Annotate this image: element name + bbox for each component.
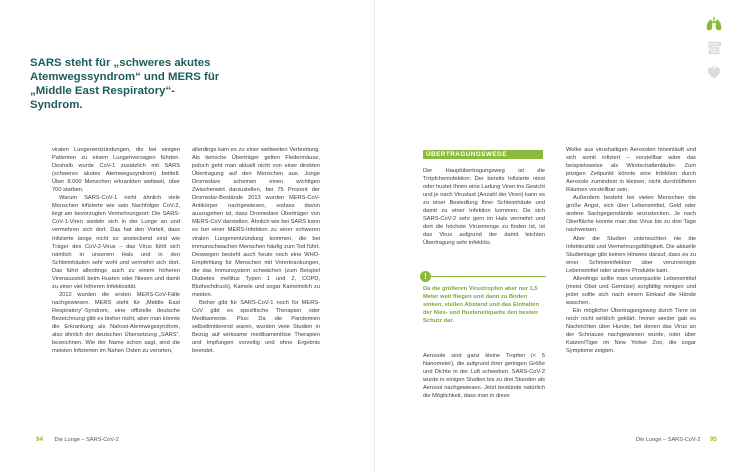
running-title: Die Lunge – SARS-CoV-2 bbox=[636, 437, 701, 443]
paragraph: Wolke aus virushaltigen Aerosolen hineinläuft und sich somit infiziert – vorstellbar wäre das beispielsweise als Windschattenläufer. Zum jetzigen Zeitpunkt könnte eine Infektion durch Aerosole zumindest in kleinen, nicht durchlüfteten Räumen vorstellbar sein. bbox=[566, 147, 696, 194]
heart-icon bbox=[705, 64, 723, 80]
exclamation-icon: ! bbox=[420, 271, 431, 282]
page-number: 94 bbox=[36, 436, 43, 443]
left-column-1 bbox=[52, 146, 180, 355]
paragraph: viralen Lungenentzündungen, die bei einigen Patienten zu einem Lungenversagen führten. Deshalb wurde CoV-1 zusätzlich mit SARS (schweres akutes Atemwegssyndrom) betitelt. Über 8.000 Menschen erkrankten weltweit, über 700 starben. bbox=[52, 147, 180, 194]
right-column-1-top bbox=[423, 167, 545, 247]
right-column-2 bbox=[566, 146, 696, 355]
lungs-icon bbox=[705, 16, 723, 32]
left-column-2 bbox=[192, 146, 320, 355]
footer-right bbox=[636, 436, 717, 443]
paragraph: allerdings kam es zu einer weltweiten Verbreitung. Als tierische Überträger gelten Fledermäuse, jedoch geht man aktuell nicht von einer direkten Übertragung auf den Menschen aus. Junge Dromedare scheinen einen wichtigen Zwischenwirt darzustellen, bei 75 Prozent der Dromedar-Bestände 2013 wurden MERS-CoV-Antikörper nachgewiesen, sodass davon auszugehen ist, dass Dromedare Überträger von MERS-CoV darstellen. Ähnlich wie bei SARS kann es bei einer MERS-Infektion zu einer schweren viralen Lungenentzündung kommen, die bei immunschwachen Menschen häufig zum Tod führt. Deswegen besteht auch heute noch eine WHO-Empfehlung für Menschen mit Vorerkrankungen, die das Immunsystem schwächen (zum Beispiel Diabetes mellitus Typen 1 und 2, COPD, Bluthochdruck), Kamele und sogar Kamelmilch zu meiden. bbox=[192, 147, 320, 298]
pull-quote: SARS steht für „schweres akutes Atemwegssyndrom“ und MERS für „Middle East Respiratory“-Syndrom. bbox=[30, 57, 220, 111]
footer-left bbox=[36, 436, 119, 443]
section-heading: ÜBERTRAGUNGSWEGE bbox=[423, 150, 543, 159]
page-number: 95 bbox=[709, 436, 717, 443]
page-gutter bbox=[374, 0, 375, 474]
paragraph: 2012 wurden die ersten MERS-CoV-Fälle nachgewiesen. MERS steht für „Middle East Respiratory“-Syndrom, eine offizielle deutsche Bezeichnung gibt es bisher nicht, aber man könnte die Erkrankung als Nahost-Atemwegssyndrom, also ähnlich der deutschen Übersetzung „SARS“, bezeichnen. Wie der Name schon sagt, sind die meisten Infizierten im Nahen Osten zu verorten, bbox=[52, 291, 180, 355]
paragraph: Aerosole sind ganz kleine Tropfen (< 5 Nanometer), die aufgrund ihrer geringen Größe und Dichte in der Luft schweben. SARS-CoV-2 wurde in einigen Studien bis zu drei Stunden als Aerosol nachgewiesen. Jetzt bestünde natürlich die Möglichkeit, dass man in diese bbox=[423, 353, 545, 400]
paragraph: Warum SARS-CoV-1 nicht ähnlich viele Menschen infizierte wie sein Nachfolger CoV-2, liegt am bevorzugten Vermehrungsort: Die SARS-CoV-1-Viren siedeln sich in der Lunge an und vermehren sich dort. Das hat den Vorteil, dass Infizierte lange nicht so ansteckend sind wie Träger des CoV-2-Virus – das Virus fühlt sich nämlich in unserem Hals und in den Schleimhäuten sehr wohl und vermehrt sich dort. Das führt allerdings auch zu einem höheren Virenausstoß beim Husten oder Niesen und damit zu einer viel höheren Infektiosität. bbox=[52, 195, 180, 290]
intestine-icon bbox=[705, 40, 723, 56]
paragraph: Bisher gibt für SARS-CoV-1 noch für MERS-CoV gibt es spezifische Therapien oder Medikamente. Plus: Da die Pandemien selbstlimitierend waren, wurden viele Studien in Bezug auf wirksame medikamentöse Therapien und Impfungen vorzeitig und ohne Ergebnis beendet. bbox=[192, 299, 320, 355]
chapter-icons bbox=[705, 16, 729, 88]
callout-rule bbox=[431, 276, 546, 277]
right-column-1-bottom bbox=[423, 352, 545, 400]
paragraph: Allerdings sollte man unverpackte Lebensmittel (meist Obst und Gemüse) sorgfältig reinigen und jeder sollte sich nach einem Einkauf die Hände waschen. bbox=[566, 275, 696, 306]
running-title: Die Lunge – SARS-CoV-2 bbox=[54, 437, 119, 443]
paragraph: Der Hauptübertragungsweg ist die Tröpfcheninfektion: Der bereits Infizierte niest oder hustet Ihnen eine Ladung Viren ins Gesicht und je nach Viruslast (Anzahl der Viren) kann es zu einer Besiedlung Ihrer Schleimhäute und damit zu einer Infektion kommen. Da sich SARS-CoV-2 sehr gern im Hals vermehrt und dort die höchste Virusmenge zu finden ist, ist das Virus aufgrund der damit leichten Übertragung sehr infektiös. bbox=[423, 168, 545, 247]
paragraph: Außerdem besteht bei vielen Menschen die große Angst, sich über Lebensmittel, Geld oder andere Sachgegenstände anzustecken. Je nach Oberfläche konnte man das Virus bis zu drei Tage nachweisen. bbox=[566, 195, 696, 234]
callout-text: Da die größeren Virustropfen aber nur 1,5 Meter weit fliegen und dann zu Boden sinken, stellen Abstand und das Einhalten der Nies- und Hustenetiquette den besten Schutz dar. bbox=[423, 286, 540, 325]
paragraph: Aber die Studien untersuchten nie die Infektiosität und Vermehrungsfähigkeit. Die aktuelle Studienlage gibt keinen Hinweis darauf, dass es zu einer Schmierinfektion über verunreinigte Lebensmittel oder andere Produkte kam. bbox=[566, 235, 696, 274]
paragraph: Ein möglicher Übertragungsweg durch Tiere ist noch nicht wirklich geklärt. Immer wieder gab es Nachrichten über Hunde, bei denen das Virus an der Schnauze nachgewiesen wurde, oder über Katzen/Tiger im New Yorker Zoo, die sogar Symptome zeigten. bbox=[566, 307, 696, 355]
